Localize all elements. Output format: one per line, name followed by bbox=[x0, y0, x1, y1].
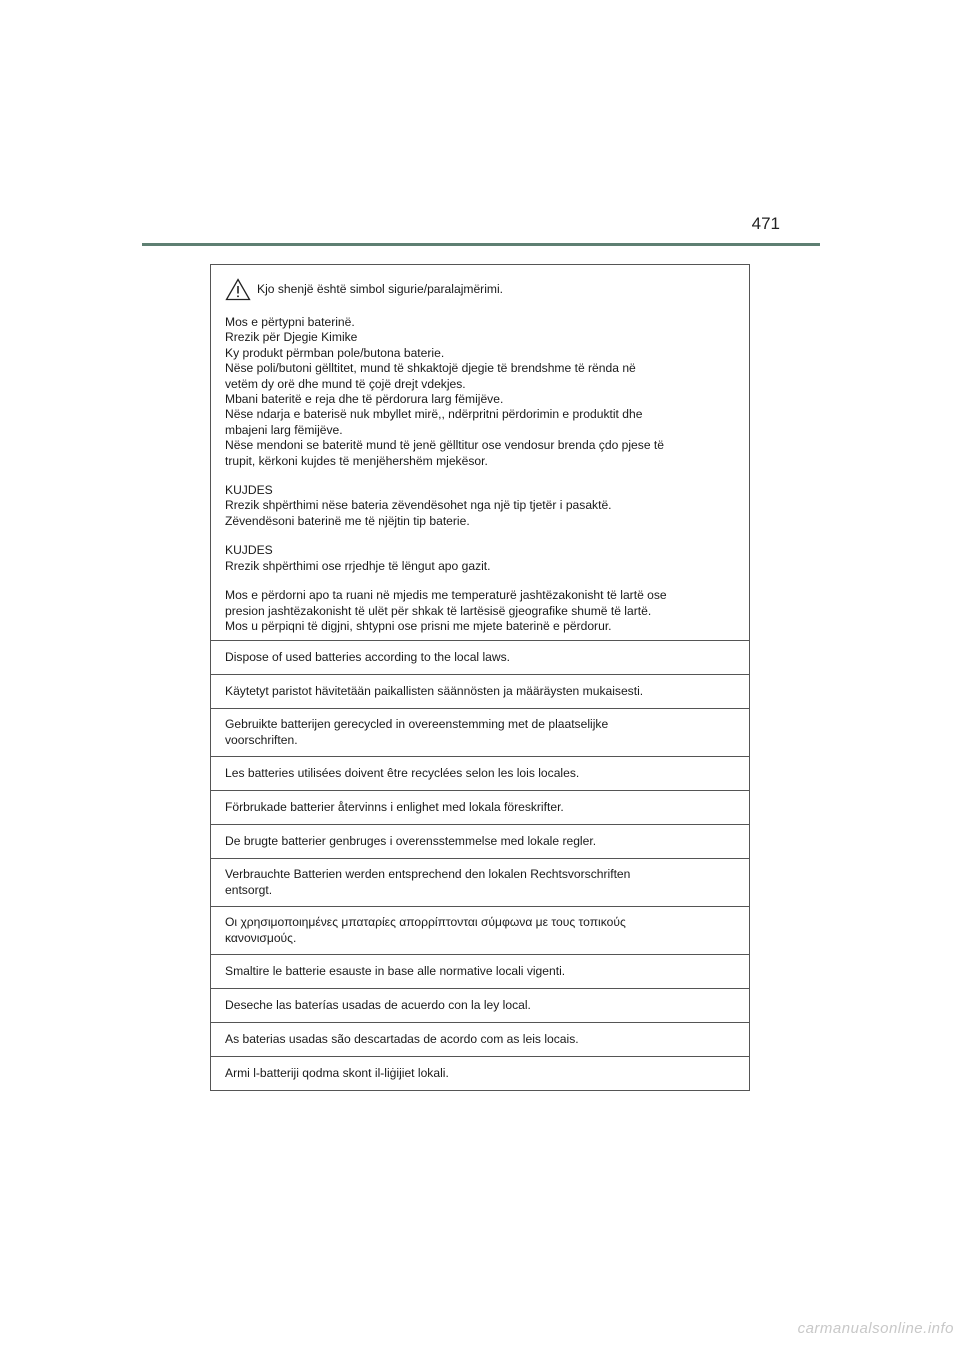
disposal-notice-es: Deseche las baterías usadas de acuerdo con la ley local. bbox=[211, 988, 749, 1022]
watermark: carmanualsonline.info bbox=[797, 1320, 954, 1337]
warning-paragraph-ingestion: Mos e përtypni baterinë. Rrezik për Djegie Kimike Ky produkt përmban pole/butona baterie. Nëse poli/butoni gëlltitet, mund të shkaktojë djegie të brendshme të rënda në vetëm dy orë dhe mund të çojë drejt vdekjes. Mbani bateritë e reja dhe të përdorura larg fëmijëve. Nëse ndarja e baterisë nuk mbyllet mirë,, ndërpritni përdorimin e produktit dhe mbajeni larg fëmijëve. Nëse mendoni se bateritë mund të jenë gëlltitur ose vendosur brenda çdo pjese të trupit, kërkoni kujdes të menjëhershëm mjekësor. bbox=[225, 315, 665, 468]
disposal-notice-mt: Armi l-batteriji qodma skont il-liġijiet lokali. bbox=[211, 1056, 749, 1090]
warning-paragraph-environment: Mos e përdorni apo ta ruani në mjedis me temperaturë jashtëzakonisht të lartë ose presion jashtëzakonisht të ulët për shkak të lartësisë gjeografike shumë të lartë. Mos u përpiqni të digjni, shtypni ose prisni me mjete baterinë e përdorur. bbox=[225, 588, 667, 633]
disposal-notice-fi: Käytetyt paristot hävitetään paikallisten säännösten ja määräysten mukaisesti. bbox=[211, 674, 749, 708]
page-number: 471 bbox=[751, 214, 780, 233]
disposal-notice-it: Smaltire le batterie esauste in base alle normative locali vigenti. bbox=[211, 954, 749, 988]
battery-notice-box bbox=[210, 264, 750, 1091]
warning-block bbox=[211, 265, 749, 640]
disposal-notice-de: Verbrauchte Batterien werden entsprechend den lokalen Rechtsvorschriften entsorgt. bbox=[211, 858, 749, 906]
disposal-notice-pt: As baterias usadas são descartadas de acordo com as leis locais. bbox=[211, 1022, 749, 1056]
warning-paragraph-caution-replacement: KUJDES Rrezik shpërthimi nëse bateria zëvendësohet nga një tip tjetër i pasaktë. Zëvendësoni baterinë me të njëjtin tip baterie. bbox=[225, 483, 612, 528]
warning-header bbox=[225, 278, 735, 301]
warning-paragraph-caution-explosion: KUJDES Rrezik shpërthimi ose rrjedhje të lëngut apo gazit. bbox=[225, 543, 491, 573]
disposal-notice-sv: Förbrukade batterier återvinns i enlighet med lokala föreskrifter. bbox=[211, 790, 749, 824]
warning-triangle-icon bbox=[225, 278, 251, 301]
disposal-notice-fr: Les batteries utilisées doivent être recyclées selon les lois locales. bbox=[211, 756, 749, 790]
warning-symbol-caption: Kjo shenjë është simbol sigurie/paralajmërimi. bbox=[257, 281, 504, 296]
disposal-notice-el: Οι χρησιμοποιημένες μπαταρίες απορρίπτονται σύμφωνα με τους τοπικούς κανονισμούς. bbox=[211, 906, 749, 954]
disposal-notice-da: De brugte batterier genbruges i overensstemmelse med lokale regler. bbox=[211, 824, 749, 858]
disposal-notice-nl: Gebruikte batterijen gerecycled in overeenstemming met de plaatselijke voorschriften. bbox=[211, 708, 749, 756]
disposal-notice-en: Dispose of used batteries according to the local laws. bbox=[211, 640, 749, 674]
header-rule bbox=[142, 243, 820, 246]
